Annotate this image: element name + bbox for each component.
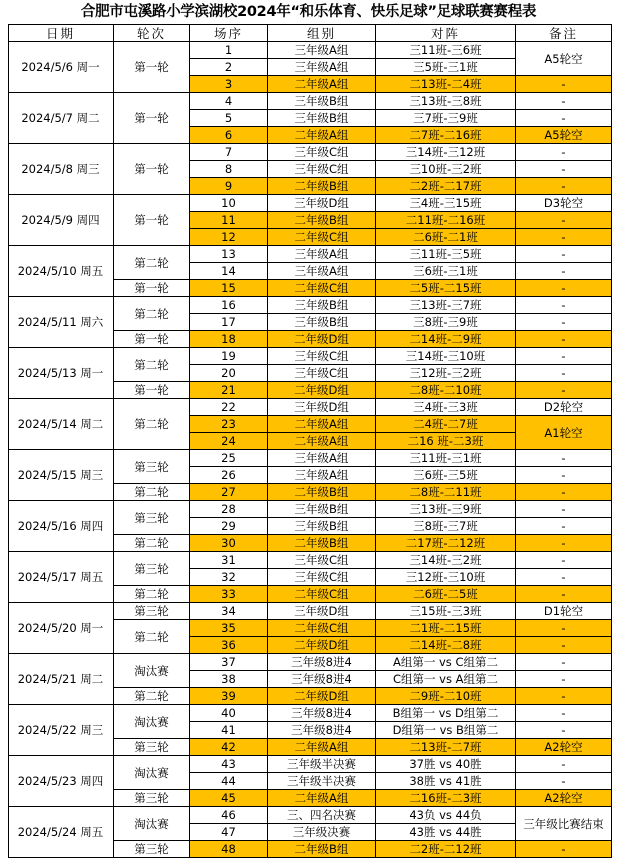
header-date: 日期 xyxy=(8,24,114,42)
group-cell: 二年级A组 xyxy=(268,433,376,450)
matchup-cell: 三13班-三7班 xyxy=(376,297,516,314)
matchup-cell: 三4班-三15班 xyxy=(376,195,516,212)
match-number-cell: 42 xyxy=(190,739,268,756)
date-cell: 2024/5/9 周四 xyxy=(8,195,114,246)
group-cell: 二年级A组 xyxy=(268,76,376,93)
matchup-cell: 二2班-二17班 xyxy=(376,178,516,195)
note-cell: - xyxy=(516,773,612,790)
matchup-cell: 二16班-二3班 xyxy=(376,790,516,807)
header-round: 轮次 xyxy=(114,24,190,42)
group-cell: 三年级8进4 xyxy=(268,671,376,688)
note-cell: - xyxy=(516,586,612,603)
matchup-cell: A组第一 vs C组第二 xyxy=(376,654,516,671)
match-number-cell: 4 xyxy=(190,93,268,110)
note-cell: - xyxy=(516,93,612,110)
group-cell: 三年级D组 xyxy=(268,195,376,212)
round-cell: 第一轮 xyxy=(114,42,190,93)
group-cell: 三年级B组 xyxy=(268,110,376,127)
group-cell: 三年级A组 xyxy=(268,450,376,467)
note-cell: - xyxy=(516,178,612,195)
round-cell: 第一轮 xyxy=(114,331,190,348)
matchup-cell: 二17班-二12班 xyxy=(376,535,516,552)
matchup-cell: 三6班-三1班 xyxy=(376,263,516,280)
group-cell: 二年级C组 xyxy=(268,229,376,246)
match-number-cell: 35 xyxy=(190,620,268,637)
group-cell: 三年级B组 xyxy=(268,501,376,518)
date-cell: 2024/5/15 周三 xyxy=(8,450,114,501)
note-cell: A2轮空 xyxy=(516,790,612,807)
note-cell: A5轮空 xyxy=(516,42,612,76)
date-cell: 2024/5/20 周一 xyxy=(8,603,114,654)
note-cell: - xyxy=(516,246,612,263)
note-cell: - xyxy=(516,654,612,671)
match-number-cell: 25 xyxy=(190,450,268,467)
match-number-cell: 21 xyxy=(190,382,268,399)
group-cell: 三年级C组 xyxy=(268,348,376,365)
round-cell: 第二轮 xyxy=(114,484,190,501)
note-cell: A2轮空 xyxy=(516,739,612,756)
group-cell: 三年级半决赛 xyxy=(268,756,376,773)
table-left-border xyxy=(8,24,9,858)
match-number-cell: 15 xyxy=(190,280,268,297)
round-cell: 第二轮 xyxy=(114,348,190,382)
matchup-cell: D组第一 vs B组第二 xyxy=(376,722,516,739)
note-cell: - xyxy=(516,722,612,739)
round-cell: 第二轮 xyxy=(114,620,190,654)
note-cell: - xyxy=(516,365,612,382)
match-number-cell: 39 xyxy=(190,688,268,705)
matchup-cell: 二2班-二12班 xyxy=(376,841,516,858)
group-cell: 三年级8进4 xyxy=(268,722,376,739)
group-cell: 三年级C组 xyxy=(268,552,376,569)
match-number-cell: 5 xyxy=(190,110,268,127)
matchup-cell: 三4班-三3班 xyxy=(376,399,516,416)
matchup-cell: 三5班-三1班 xyxy=(376,59,516,76)
round-cell: 第一轮 xyxy=(114,382,190,399)
match-number-cell: 40 xyxy=(190,705,268,722)
note-cell: - xyxy=(516,314,612,331)
match-number-cell: 34 xyxy=(190,603,268,620)
match-number-cell: 2 xyxy=(190,59,268,76)
matchup-cell: 43负 vs 44负 xyxy=(376,807,516,824)
group-cell: 三年级B组 xyxy=(268,93,376,110)
round-cell: 淘汰赛 xyxy=(114,705,190,739)
header-note: 备注 xyxy=(516,24,612,42)
matchup-cell: 43胜 vs 44胜 xyxy=(376,824,516,841)
match-number-cell: 29 xyxy=(190,518,268,535)
group-cell: 二年级A组 xyxy=(268,416,376,433)
note-cell: - xyxy=(516,263,612,280)
note-cell: D1轮空 xyxy=(516,603,612,620)
date-cell: 2024/5/17 周五 xyxy=(8,552,114,603)
match-number-cell: 19 xyxy=(190,348,268,365)
date-cell: 2024/5/23 周四 xyxy=(8,756,114,807)
group-cell: 三年级B组 xyxy=(268,297,376,314)
match-number-cell: 13 xyxy=(190,246,268,263)
note-cell: - xyxy=(516,467,612,484)
matchup-cell: 三14班-三12班 xyxy=(376,144,516,161)
match-number-cell: 45 xyxy=(190,790,268,807)
round-cell: 第一轮 xyxy=(114,195,190,246)
matchup-cell: 二8班-二10班 xyxy=(376,382,516,399)
match-number-cell: 11 xyxy=(190,212,268,229)
match-number-cell: 7 xyxy=(190,144,268,161)
group-cell: 三年级A组 xyxy=(268,263,376,280)
note-cell: - xyxy=(516,348,612,365)
note-cell: - xyxy=(516,110,612,127)
note-cell: - xyxy=(516,620,612,637)
match-number-cell: 20 xyxy=(190,365,268,382)
group-cell: 二年级B组 xyxy=(268,484,376,501)
note-cell: - xyxy=(516,552,612,569)
header-matchup: 对阵 xyxy=(376,24,516,42)
date-cell: 2024/5/10 周五 xyxy=(8,246,114,297)
matchup-cell: 二8班-二11班 xyxy=(376,484,516,501)
round-cell: 第三轮 xyxy=(114,450,190,484)
match-number-cell: 27 xyxy=(190,484,268,501)
match-number-cell: 31 xyxy=(190,552,268,569)
round-cell: 第二轮 xyxy=(114,246,190,280)
group-cell: 二年级A组 xyxy=(268,739,376,756)
note-cell: - xyxy=(516,756,612,773)
match-number-cell: 12 xyxy=(190,229,268,246)
round-cell: 第一轮 xyxy=(114,93,190,144)
group-cell: 三年级A组 xyxy=(268,42,376,59)
group-cell: 二年级C组 xyxy=(268,620,376,637)
match-number-cell: 43 xyxy=(190,756,268,773)
note-cell: - xyxy=(516,280,612,297)
group-cell: 三年级A组 xyxy=(268,59,376,76)
match-number-cell: 6 xyxy=(190,127,268,144)
round-cell: 第一轮 xyxy=(114,280,190,297)
matchup-cell: 二11班-二16班 xyxy=(376,212,516,229)
matchup-cell: 二5班-二15班 xyxy=(376,280,516,297)
group-cell: 二年级A组 xyxy=(268,790,376,807)
round-cell: 第二轮 xyxy=(114,535,190,552)
matchup-cell: 二13班-二7班 xyxy=(376,739,516,756)
table-top-border xyxy=(8,24,612,25)
matchup-cell: 三10班-三2班 xyxy=(376,161,516,178)
group-cell: 三年级C组 xyxy=(268,144,376,161)
match-number-cell: 17 xyxy=(190,314,268,331)
match-number-cell: 32 xyxy=(190,569,268,586)
note-cell: A1轮空 xyxy=(516,416,612,450)
note-cell: - xyxy=(516,382,612,399)
match-number-cell: 47 xyxy=(190,824,268,841)
round-cell: 第三轮 xyxy=(114,739,190,756)
date-cell: 2024/5/21 周二 xyxy=(8,654,114,705)
round-cell: 第三轮 xyxy=(114,790,190,807)
matchup-cell: 二14班-二8班 xyxy=(376,637,516,654)
match-number-cell: 41 xyxy=(190,722,268,739)
round-cell: 第一轮 xyxy=(114,144,190,195)
matchup-cell: 二13班-二4班 xyxy=(376,76,516,93)
group-cell: 三年级A组 xyxy=(268,467,376,484)
matchup-cell: 37胜 vs 40胜 xyxy=(376,756,516,773)
note-cell: 三年级比赛结束 xyxy=(516,807,612,841)
note-cell: - xyxy=(516,535,612,552)
match-number-cell: 24 xyxy=(190,433,268,450)
match-number-cell: 14 xyxy=(190,263,268,280)
match-number-cell: 33 xyxy=(190,586,268,603)
match-number-cell: 36 xyxy=(190,637,268,654)
matchup-cell: 三8班-三9班 xyxy=(376,314,516,331)
group-cell: 二年级D组 xyxy=(268,688,376,705)
group-cell: 三年级C组 xyxy=(268,365,376,382)
matchup-cell: 三7班-三9班 xyxy=(376,110,516,127)
group-cell: 三年级D组 xyxy=(268,603,376,620)
matchup-cell: 三8班-三7班 xyxy=(376,518,516,535)
header-match-no: 场序 xyxy=(190,24,268,42)
matchup-cell: 三15班-三3班 xyxy=(376,603,516,620)
note-cell: A5轮空 xyxy=(516,127,612,144)
matchup-cell: 38胜 vs 41胜 xyxy=(376,773,516,790)
round-cell: 第二轮 xyxy=(114,586,190,603)
group-cell: 三年级决赛 xyxy=(268,824,376,841)
match-number-cell: 8 xyxy=(190,161,268,178)
matchup-cell: 二6班-二5班 xyxy=(376,586,516,603)
note-cell: - xyxy=(516,229,612,246)
matchup-cell: 三14班-三2班 xyxy=(376,552,516,569)
match-number-cell: 44 xyxy=(190,773,268,790)
group-cell: 三、四名决赛 xyxy=(268,807,376,824)
match-number-cell: 46 xyxy=(190,807,268,824)
header-group: 组别 xyxy=(268,24,376,42)
round-cell: 淘汰赛 xyxy=(114,807,190,841)
page-title: 合肥市屯溪路小学滨湖校2024年“和乐体育、快乐足球”足球联赛赛程表 xyxy=(80,4,537,20)
note-cell: - xyxy=(516,637,612,654)
group-cell: 三年级B组 xyxy=(268,314,376,331)
match-number-cell: 10 xyxy=(190,195,268,212)
group-cell: 三年级A组 xyxy=(268,246,376,263)
match-number-cell: 18 xyxy=(190,331,268,348)
matchup-cell: 二7班-二16班 xyxy=(376,127,516,144)
match-number-cell: 30 xyxy=(190,535,268,552)
note-cell: - xyxy=(516,331,612,348)
matchup-cell: 三11班-三1班 xyxy=(376,450,516,467)
date-cell: 2024/5/7 周二 xyxy=(8,93,114,144)
matchup-cell: 三13班-三9班 xyxy=(376,501,516,518)
date-cell: 2024/5/24 周五 xyxy=(8,807,114,858)
note-cell: - xyxy=(516,569,612,586)
group-cell: 二年级D组 xyxy=(268,637,376,654)
matchup-cell: 三14班-三10班 xyxy=(376,348,516,365)
match-number-cell: 1 xyxy=(190,42,268,59)
note-cell: - xyxy=(516,76,612,93)
date-cell: 2024/5/11 周六 xyxy=(8,297,114,348)
date-cell: 2024/5/6 周一 xyxy=(8,42,114,93)
note-cell: - xyxy=(516,688,612,705)
note-cell: - xyxy=(516,450,612,467)
matchup-cell: 三6班-三5班 xyxy=(376,467,516,484)
date-cell: 2024/5/13 周一 xyxy=(8,348,114,399)
note-cell: - xyxy=(516,501,612,518)
note-cell: D2轮空 xyxy=(516,399,612,416)
group-cell: 二年级D组 xyxy=(268,331,376,348)
matchup-cell: 三11班-三5班 xyxy=(376,246,516,263)
note-cell: D3轮空 xyxy=(516,195,612,212)
note-cell: - xyxy=(516,484,612,501)
matchup-cell: 二6班-二1班 xyxy=(376,229,516,246)
round-cell: 第二轮 xyxy=(114,297,190,331)
group-cell: 二年级D组 xyxy=(268,382,376,399)
round-cell: 淘汰赛 xyxy=(114,756,190,790)
matchup-cell: 三12班-三10班 xyxy=(376,569,516,586)
match-number-cell: 9 xyxy=(190,178,268,195)
matchup-cell: 二14班-二9班 xyxy=(376,331,516,348)
matchup-cell: 三13班-三8班 xyxy=(376,93,516,110)
round-cell: 第三轮 xyxy=(114,501,190,535)
note-cell: - xyxy=(516,144,612,161)
match-number-cell: 22 xyxy=(190,399,268,416)
group-cell: 二年级B组 xyxy=(268,178,376,195)
note-cell: - xyxy=(516,841,612,858)
group-cell: 二年级C组 xyxy=(268,586,376,603)
match-number-cell: 23 xyxy=(190,416,268,433)
match-number-cell: 48 xyxy=(190,841,268,858)
matchup-cell: 二9班-二10班 xyxy=(376,688,516,705)
schedule-table xyxy=(8,24,612,860)
matchup-cell: 二4班-二7班 xyxy=(376,416,516,433)
match-number-cell: 16 xyxy=(190,297,268,314)
round-cell: 第三轮 xyxy=(114,841,190,858)
match-number-cell: 28 xyxy=(190,501,268,518)
group-cell: 二年级C组 xyxy=(268,280,376,297)
date-cell: 2024/5/16 周四 xyxy=(8,501,114,552)
group-cell: 二年级B组 xyxy=(268,212,376,229)
group-cell: 二年级A组 xyxy=(268,127,376,144)
note-cell: - xyxy=(516,671,612,688)
matchup-cell: B组第一 vs D组第二 xyxy=(376,705,516,722)
date-cell: 2024/5/22 周三 xyxy=(8,705,114,756)
matchup-cell: 二16 班-二3班 xyxy=(376,433,516,450)
round-cell: 淘汰赛 xyxy=(114,654,190,688)
note-cell: - xyxy=(516,161,612,178)
matchup-cell: 三12班-三2班 xyxy=(376,365,516,382)
group-cell: 三年级B组 xyxy=(268,518,376,535)
group-cell: 三年级8进4 xyxy=(268,705,376,722)
round-cell: 第二轮 xyxy=(114,399,190,450)
group-cell: 二年级B组 xyxy=(268,535,376,552)
match-number-cell: 37 xyxy=(190,654,268,671)
round-cell: 第三轮 xyxy=(114,552,190,586)
group-cell: 三年级C组 xyxy=(268,569,376,586)
note-cell: - xyxy=(516,705,612,722)
match-number-cell: 3 xyxy=(190,76,268,93)
match-number-cell: 38 xyxy=(190,671,268,688)
group-cell: 二年级B组 xyxy=(268,841,376,858)
match-number-cell: 26 xyxy=(190,467,268,484)
matchup-cell: 二1班-二15班 xyxy=(376,620,516,637)
note-cell: - xyxy=(516,212,612,229)
matchup-cell: 三11班-三6班 xyxy=(376,42,516,59)
group-cell: 三年级8进4 xyxy=(268,654,376,671)
date-cell: 2024/5/8 周三 xyxy=(8,144,114,195)
group-cell: 三年级C组 xyxy=(268,161,376,178)
group-cell: 三年级D组 xyxy=(268,399,376,416)
round-cell: 第三轮 xyxy=(114,603,190,620)
matchup-cell: C组第一 vs A组第二 xyxy=(376,671,516,688)
round-cell: 第二轮 xyxy=(114,688,190,705)
note-cell: - xyxy=(516,518,612,535)
date-cell: 2024/5/14 周二 xyxy=(8,399,114,450)
group-cell: 三年级半决赛 xyxy=(268,773,376,790)
note-cell: - xyxy=(516,297,612,314)
